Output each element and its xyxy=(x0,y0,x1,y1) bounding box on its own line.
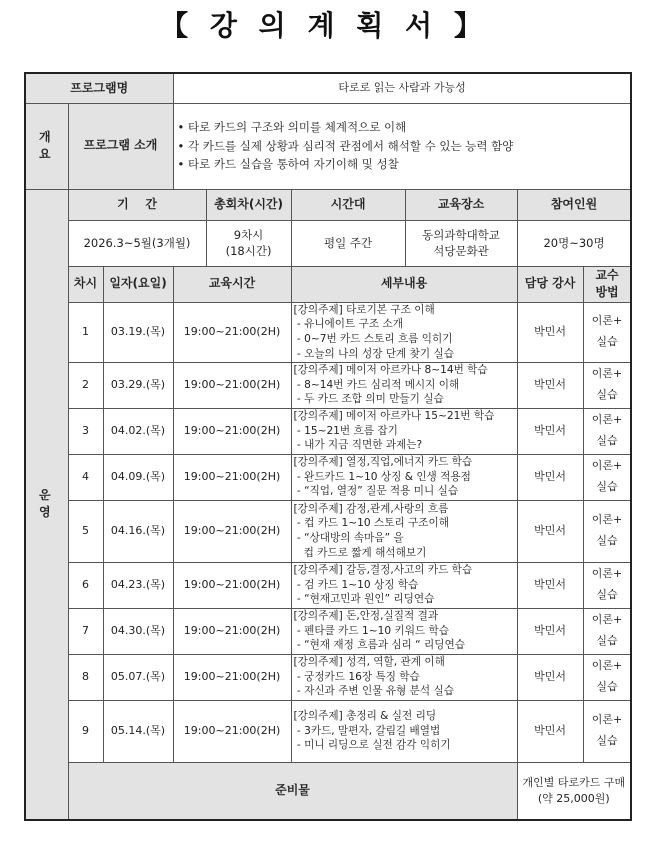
method-line: 이론+ xyxy=(591,613,623,627)
session-number: 1 xyxy=(68,302,103,362)
detail-line: - 완드카드 1~10 상징 & 인생 적용점 xyxy=(293,470,471,483)
session-date: 04.30.(목) xyxy=(103,608,173,654)
lecture-plan-table xyxy=(24,72,632,821)
program-name-label: 프로그램명 xyxy=(25,73,173,103)
session-details xyxy=(291,454,517,500)
session-time: 19:00~21:00(2H) xyxy=(173,500,291,562)
method-header xyxy=(583,266,631,302)
session-details xyxy=(291,500,517,562)
period-header: 기 간 xyxy=(68,189,206,220)
session-method xyxy=(583,500,631,562)
session-details xyxy=(291,408,517,454)
method-line: 실습 xyxy=(596,434,618,447)
date-header: 일자(요일) xyxy=(103,266,173,302)
time-slot-header: 시간대 xyxy=(292,190,406,220)
venue-value xyxy=(406,221,517,266)
program-intro-label: 프로그램 소개 xyxy=(68,103,173,189)
method-header-line: 방법 xyxy=(595,285,619,299)
session-method xyxy=(583,654,631,700)
session-time: 19:00~21:00(2H) xyxy=(173,408,291,454)
detail-line: - 15~21번 흐름 잡기 xyxy=(293,424,398,437)
session-time: 19:00~21:00(2H) xyxy=(173,302,291,362)
detail-line: - 유니에이트 구조 소개 xyxy=(293,318,403,331)
session-instructor: 박민서 xyxy=(517,500,583,562)
session-method xyxy=(583,302,631,362)
method-header-line: 교수 xyxy=(595,267,619,282)
period-value: 2026.3~5월(3개월) xyxy=(68,220,206,266)
venue-header: 교육장소 xyxy=(437,196,485,211)
detail-line: [강의주제] 갈등,결정,사고의 카드 학습 xyxy=(293,564,473,577)
session-row xyxy=(25,500,631,562)
total-sessions-count: 9차시 xyxy=(233,227,264,242)
detail-line: - 3카드, 말편자, 갈림길 배열법 xyxy=(293,724,441,737)
session-instructor: 박민서 xyxy=(517,562,583,608)
session-method xyxy=(583,362,631,408)
method-line: 실습 xyxy=(596,734,618,747)
session-date: 03.19.(목) xyxy=(103,302,173,362)
session-header: 차시 xyxy=(68,266,103,302)
session-row xyxy=(25,562,631,608)
session-time: 19:00~21:00(2H) xyxy=(173,454,291,500)
program-name-row xyxy=(25,73,631,103)
session-number: 6 xyxy=(68,562,103,608)
time-slot-value: 평일 주간 xyxy=(292,221,406,266)
operation-label: 운 영 xyxy=(25,189,68,820)
session-details xyxy=(291,302,517,362)
intro-line: • 타로 카드 실습을 통하여 자기이해 및 성찰 xyxy=(177,157,399,172)
detail-line: - 미니 리딩으로 실전 감각 익히기 xyxy=(293,739,451,752)
session-row xyxy=(25,302,631,362)
session-date: 04.23.(목) xyxy=(103,562,173,608)
detail-line: - “상대방의 속마음” 을 xyxy=(293,532,404,544)
session-row xyxy=(25,654,631,700)
program-intro-content xyxy=(173,103,631,189)
method-line: 실습 xyxy=(596,534,618,547)
session-date: 04.09.(목) xyxy=(103,454,173,500)
time-venue-header-cell xyxy=(291,189,517,220)
detail-line: - 오늘의 나의 성장 단계 찾기 실습 xyxy=(293,347,454,360)
session-instructor: 박민서 xyxy=(517,700,583,762)
venue-name: 동의과학대학교 xyxy=(422,227,500,242)
session-details xyxy=(291,700,517,762)
details-header: 세부내용 xyxy=(291,266,517,302)
method-line: 실습 xyxy=(596,388,618,401)
overview-row xyxy=(25,103,631,189)
time-venue-value-cell xyxy=(291,220,517,266)
materials-row xyxy=(25,762,631,820)
session-instructor: 박민서 xyxy=(517,454,583,500)
method-line: 이론+ xyxy=(591,314,623,328)
session-instructor: 박민서 xyxy=(517,362,583,408)
method-line: 이론+ xyxy=(591,713,623,727)
detail-line: [강의주제] 총정리 & 실전 리딩 xyxy=(293,710,437,723)
session-instructor: 박민서 xyxy=(517,654,583,700)
detail-line: - 내가 지금 직면한 과제는? xyxy=(293,439,423,452)
session-instructor: 박민서 xyxy=(517,608,583,654)
method-line: 이론+ xyxy=(591,459,623,473)
time-header: 교육시간 xyxy=(173,266,291,302)
detail-line: - 펜타클 카드 1~10 키워드 학습 xyxy=(293,624,449,637)
detail-line: [강의주제] 열정,직업,에너지 카드 학습 xyxy=(293,456,473,469)
session-number: 5 xyxy=(68,500,103,562)
detail-line: - “현재 재정 흐름과 심리 “ 리딩연습 xyxy=(293,639,465,652)
session-number: 8 xyxy=(68,654,103,700)
schedule-header-row xyxy=(25,266,631,302)
session-number: 2 xyxy=(68,362,103,408)
page-title: 【 강 의 계 획 서 】 xyxy=(160,9,488,42)
operation-values-row xyxy=(25,220,631,266)
session-time: 19:00~21:00(2H) xyxy=(173,608,291,654)
detail-line: - 검 카드 1~10 상징 학습 xyxy=(293,578,419,591)
method-line: 이론+ xyxy=(591,413,623,427)
session-row xyxy=(25,608,631,654)
total-sessions-hours: (18시간) xyxy=(225,244,272,258)
method-line: 실습 xyxy=(596,680,618,693)
session-details xyxy=(291,608,517,654)
session-date: 03.29.(목) xyxy=(103,362,173,408)
method-line: 실습 xyxy=(596,634,618,647)
session-method xyxy=(583,700,631,762)
session-method xyxy=(583,562,631,608)
session-details xyxy=(291,654,517,700)
participants-value: 20명~30명 xyxy=(517,220,631,266)
session-method xyxy=(583,608,631,654)
session-number: 3 xyxy=(68,408,103,454)
detail-line: - 두 카드 조합 의미 만들기 실습 xyxy=(293,393,444,406)
operation-header-row xyxy=(25,189,631,220)
session-date: 05.14.(목) xyxy=(103,700,173,762)
detail-line: - 컵 카드 1~10 스토리 구조이해 xyxy=(293,517,449,530)
session-time: 19:00~21:00(2H) xyxy=(173,562,291,608)
method-line: 이론+ xyxy=(591,513,623,527)
session-row xyxy=(25,362,631,408)
session-method xyxy=(583,408,631,454)
method-line: 이론+ xyxy=(591,659,623,673)
detail-line: - “직업, 열정” 질문 적용 미니 실습 xyxy=(293,485,459,498)
detail-line: [강의주제] 감정,관계,사랑의 흐름 xyxy=(293,502,449,515)
instructor-header: 담당 강사 xyxy=(517,266,583,302)
session-number: 7 xyxy=(68,608,103,654)
method-line: 이론+ xyxy=(591,567,623,581)
session-time: 19:00~21:00(2H) xyxy=(173,654,291,700)
detail-line: [강의주제] 메이저 아르카나 8~14번 학습 xyxy=(293,364,488,377)
participants-header: 참여인원 xyxy=(517,189,631,220)
total-sessions-value xyxy=(206,220,291,266)
total-sessions-header: 총회차(시간) xyxy=(206,189,291,220)
session-date: 04.16.(목) xyxy=(103,500,173,562)
venue-building: 석당문화관 xyxy=(433,244,489,258)
overview-label: 개 요 xyxy=(25,103,68,189)
detail-line: [강의주제] 메이저 아르카나 15~21번 학습 xyxy=(293,410,495,423)
session-instructor: 박민서 xyxy=(517,408,583,454)
detail-line: [강의주제] 성격, 역할, 관계 이해 xyxy=(293,656,445,669)
detail-line: - 8~14번 카드 심리적 메시지 이해 xyxy=(293,378,460,391)
session-row xyxy=(25,454,631,500)
session-method xyxy=(583,454,631,500)
detail-line: - 0~7번 카드 스토리 흐름 익히기 xyxy=(293,333,453,345)
session-time: 19:00~21:00(2H) xyxy=(173,700,291,762)
materials-value: 개인별 타로카드 구매(약 25,000원) xyxy=(517,762,631,820)
intro-line: • 각 카드를 실제 상황과 심리적 관점에서 해석할 수 있는 능력 함양 xyxy=(177,138,514,153)
method-line: 실습 xyxy=(596,588,618,601)
intro-line: • 타로 카드의 구조와 의미를 체계적으로 이해 xyxy=(177,120,407,135)
session-date: 04.02.(목) xyxy=(103,408,173,454)
session-row xyxy=(25,408,631,454)
session-details xyxy=(291,562,517,608)
method-line: 이론+ xyxy=(591,367,623,381)
session-details xyxy=(291,362,517,408)
detail-line: [강의주제] 타로기본 구조 이해 xyxy=(293,303,435,316)
session-row xyxy=(25,700,631,762)
detail-line: 컵 카드로 짧게 해석해보기 xyxy=(293,546,427,559)
session-instructor: 박민서 xyxy=(517,302,583,362)
session-number: 4 xyxy=(68,454,103,500)
detail-line: [강의주제] 돈,안정,실질적 결과 xyxy=(293,610,439,623)
materials-label: 준비물 xyxy=(68,762,517,820)
session-number: 9 xyxy=(68,700,103,762)
detail-line: - 궁정카드 16장 특징 학습 xyxy=(293,670,420,683)
detail-line: - “현재고민과 원인” 리딩연습 xyxy=(293,593,435,606)
detail-line: - 자신과 주변 인물 유형 분석 실습 xyxy=(293,685,454,698)
session-date: 05.07.(목) xyxy=(103,654,173,700)
method-line: 실습 xyxy=(596,335,618,348)
session-time: 19:00~21:00(2H) xyxy=(173,362,291,408)
method-line: 실습 xyxy=(596,480,618,493)
program-name-value: 타로로 읽는 사람과 가능성 xyxy=(173,73,631,103)
